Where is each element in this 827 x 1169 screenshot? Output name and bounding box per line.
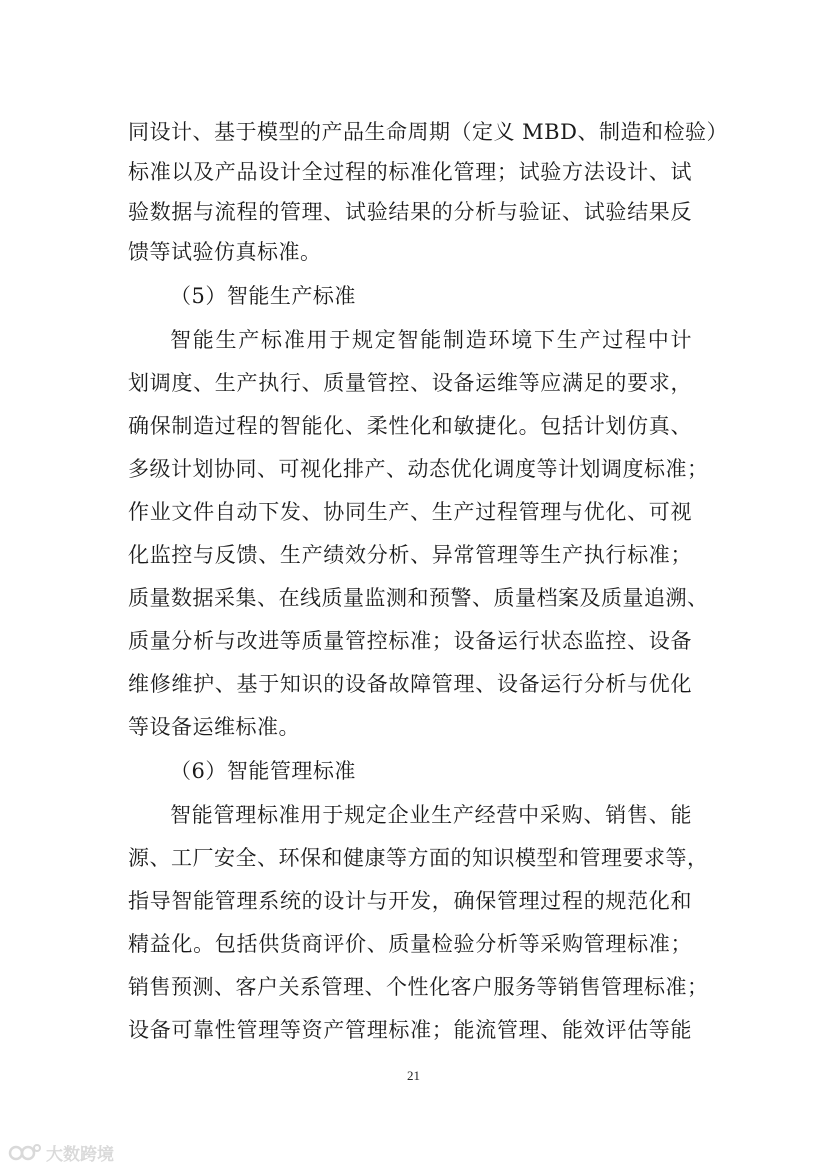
body-line: 划调度、生产执行、质量管控、设备运维等应满足的要求，: [128, 371, 692, 395]
body-line: 验数据与流程的管理、试验结果的分析与验证、试验结果反: [128, 200, 692, 224]
body-line: 化监控与反馈、生产绩效分析、异常管理等生产执行标准；: [128, 543, 692, 567]
logo-icon: [8, 1142, 42, 1164]
watermark: [8, 1140, 114, 1165]
section-heading-5: （5）智能生产标准: [170, 284, 356, 308]
page-number: 21: [407, 1068, 420, 1083]
watermark-text: 大数跨境: [46, 1145, 114, 1165]
body-line: 作业文件自动下发、协同生产、生产过程管理与优化、可视: [128, 500, 692, 524]
body-line: 质量分析与改进等质量管控标准；设备运行状态监控、设备: [128, 629, 692, 653]
body-line: 指导智能管理系统的设计与开发，确保管理过程的规范化和: [128, 889, 692, 913]
section-heading-6: （6）智能管理标准: [170, 759, 356, 783]
body-line: 等设备运维标准。: [128, 715, 300, 739]
body-line: 确保制造过程的智能化、柔性化和敏捷化。包括计划仿真、: [128, 414, 692, 438]
body-line: 标准以及产品设计全过程的标准化管理；试验方法设计、试: [128, 160, 692, 184]
body-line: 维修维护、基于知识的设备故障管理、设备运行分析与优化: [128, 672, 692, 696]
body-line: 同设计、基于模型的产品生命周期（定义 MBD、制造和检验）: [128, 120, 728, 144]
body-line: 质量数据采集、在线质量监测和预警、质量档案及质量追溯、: [128, 586, 709, 610]
body-line: 智能管理标准用于规定企业生产经营中采购、销售、能: [170, 803, 692, 827]
body-line: 源、工厂安全、环保和健康等方面的知识模型和管理要求等，: [128, 846, 709, 870]
body-line: 精益化。包括供货商评价、质量检验分析等采购管理标准；: [128, 932, 692, 956]
body-line: 馈等试验仿真标准。: [128, 240, 322, 264]
body-line: 智能生产标准用于规定智能制造环境下生产过程中计: [170, 328, 692, 352]
body-line: 设备可靠性管理等资产管理标准；能流管理、能效评估等能: [128, 1018, 692, 1042]
body-line: 销售预测、客户关系管理、个性化客户服务等销售管理标准；: [128, 975, 709, 999]
body-line: 多级计划协同、可视化排产、动态优化调度等计划调度标准；: [128, 457, 709, 481]
